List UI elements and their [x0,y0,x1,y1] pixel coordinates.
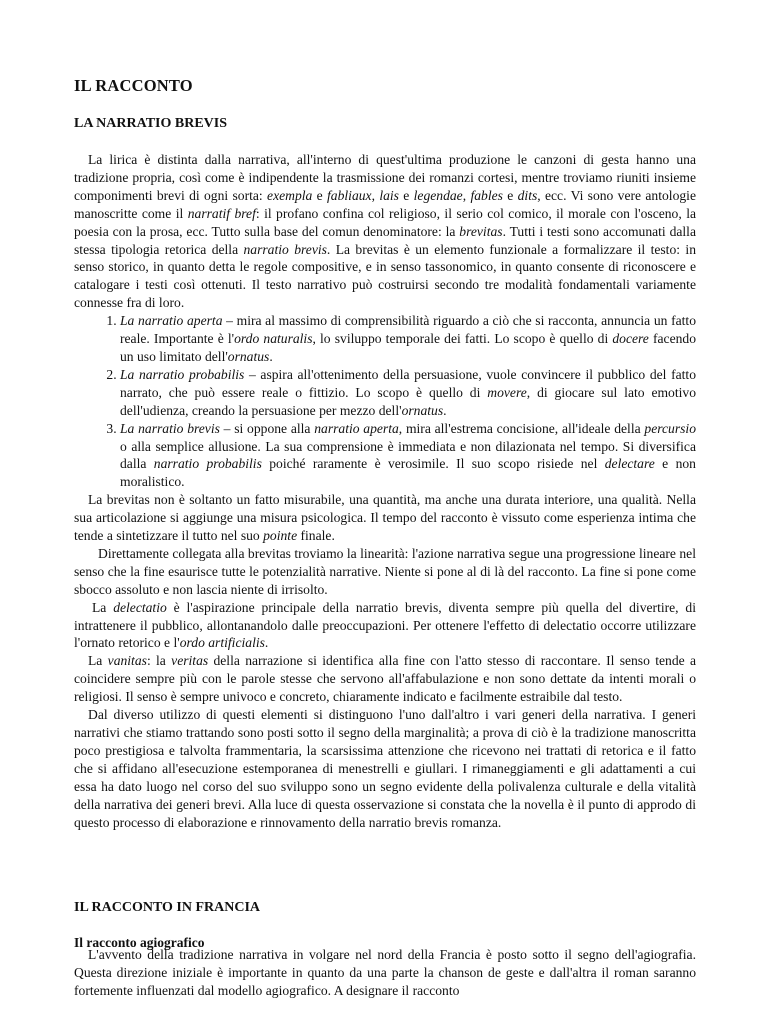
list-item: 1. La narratio aperta – mira al massimo di comprensibilità riguardo a ciò che si racconta, annuncia un fatto reale. Importante è l'ordo naturalis, lo sviluppo temporale dei fatti. Lo scopo è quello di docere facendo un uso limitato dell'ornatus. [120,312,696,366]
italic-term: pointe [263,528,298,544]
italic-term: La narratio brevis [120,420,220,436]
italic-term: narratif bref [187,205,256,221]
paragraph: La vanitas: la veritas della narrazione si identifica alla fine con l'atto stesso di raccontare. Il senso tende a coincidere sempre più con le parole stesse che servono all'affabulazione e non sono dettate da intenti morali o religiosi. Il senso è sempre univoco e concreto, chiaramente indicato e facilmente estraibile dal testo. [74,653,696,705]
page-title: IL RACCONTO [74,76,193,95]
subsection-heading-agiografico: Il racconto agiografico [74,935,205,950]
italic-term: ornatus [401,402,444,418]
paragraph: Dal diverso utilizzo di questi elementi si distinguono l'uno dall'altro i vari generi della narrativa. I generi narrativi che stiamo trattando sono posti sotto il segno della marginalità; a prova di ciò è la tradizione manoscritta poco prestigiosa e talvolta frammentaria, la scarsissima attenzione che ricevono nei trattati di retorica e il fatto che si affidano all'esecuzione estemporanea di menestrelli e giullari. I rimaneggiamenti e gli adattamenti a cui essa ha dato luogo nel corso del suo sviluppo sono un segno evidente della polivalenza culturale e della vitalità della narrativa dei generi brevi. Alla luce di questa osservazione si constata che la novella è il punto di approdo di questo processo di elaborazione e rinnovamento della narratio brevis romanza. [74,707,696,830]
paragraph: La brevitas non è soltanto un fatto misurabile, una quantità, ma anche una durata interiore, una qualità. Nella sua articolazione si aggiunge una misura psicologica. Il tempo del racconto è vissuto come esperienza intima che tende a sintetizzare il tutto nel suo pointe finale. [74,492,696,544]
italic-term: narratio brevis [243,241,327,257]
italic-term: delectatio [113,599,167,615]
italic-term: legendae [413,187,463,203]
italic-term: lais [379,187,399,203]
italic-term: brevitas [459,223,503,239]
paragraph: La delectatio è l'aspirazione principale della narratio brevis, diventa sempre più quella del divertire, di intrattenere il pubblico, allontanandolo dalle preoccupazioni. Per ottenere l'effetto di delectatio occorre utilizzare l'ornato retorico e l'ordo artificialis. [74,599,696,651]
italic-term: fabliaux [327,187,372,203]
italic-term: narratio probabilis [153,456,262,472]
italic-term: fables [470,187,503,203]
italic-term: veritas [171,653,209,669]
paragraph: L'avvento della tradizione narrativa in volgare nel nord della Francia è posto sotto il segno dell'agiografia. Questa direzione iniziale è importante in quanto da una parte la chanson de geste e dall'altra il roman saranno fortemente influenzati dal modello agiografico. A designare il racconto [74,947,696,998]
paragraph: La lirica è distinta dalla narrativa, all'interno di quest'ultima produzione le canzoni di gesta hanno una tradizione propria, così come è indipendente la trasmissione dei romanzi cortesi, mentre troviamo riuniti insieme componimenti brevi di ogni sorta: exempla e fabliaux, lais e legendae, fables e dits, ecc. Vi sono vere antologie manoscritte come il narratif bref: il profano confina col religioso, il serio col comico, il morale con l'osceno, la poesia con la prosa, ecc. Tutto sulla base del comun denominatore: la brevitas. Tutti i testi sono accomunati dalla stessa tipologia retorica della narratio brevis. La brevitas è un elemento funzionale a formalizzare il testo: in senso storico, in quanto detta le regole compositive, e in senso tassonomico, in quanto consente di riconoscere e catalogare i testi così ottenuti. Il testo narrativo può costruirsi secondo tre modalità fondamentali variamente connesse fra di loro. [74,152,697,311]
italic-term: ordo naturalis [234,331,313,347]
italic-term: vanitas [107,653,147,669]
section-body-narratio-brevis [74,151,696,831]
italic-term: exempla [267,187,313,203]
section-body-agiografico [74,946,696,1000]
section-heading-narratio-brevis: LA NARRATIO BREVIS [74,116,227,131]
italic-term: docere [612,331,649,347]
italic-term: delectare [604,456,655,472]
italic-term: dits [517,187,538,203]
section-heading-racconto-francia: IL RACCONTO IN FRANCIA [74,900,261,915]
italic-term: movere [487,384,527,400]
list-item: 2. La narratio probabilis – aspira all'ottenimento della persuasione, vuole convincere il pubblico del fatto narrato, che può essere reale o fittizio. Lo scopo è quello di movere, di giocare sul lato emotivo dell'udienza, creando la persuasione per mezzo dell'ornatus. [120,366,696,420]
italic-term: La narratio aperta [120,313,223,329]
italic-term: percursio [644,420,696,436]
italic-term: ornatus [227,348,270,364]
italic-term: La narratio probabilis [120,366,245,382]
list-item: 3. La narratio brevis – si oppone alla narratio aperta, mira all'estrema concisione, all'ideale della percursio o alla semplice allusione. La sua comprensione è immediata e non dilazionata nel tempo. Si diversifica dalla narratio probabilis poiché raramente è verosimile. Il suo scopo risiede nel delectare e non moralistico. [120,420,696,492]
italic-term: ordo artificialis [179,635,265,651]
paragraph: Direttamente collegata alla brevitas troviamo la linearità: l'azione narrativa segue una progressione lineare nel senso che la fine esaurisce tutte le potenzialità narrative. Niente si pone al di là del racconto. La fine si pone come sbocco assoluto e non lascia niente di irrisolto. [74,545,696,597]
modality-list [74,312,696,491]
italic-term: narratio aperta [314,420,399,436]
